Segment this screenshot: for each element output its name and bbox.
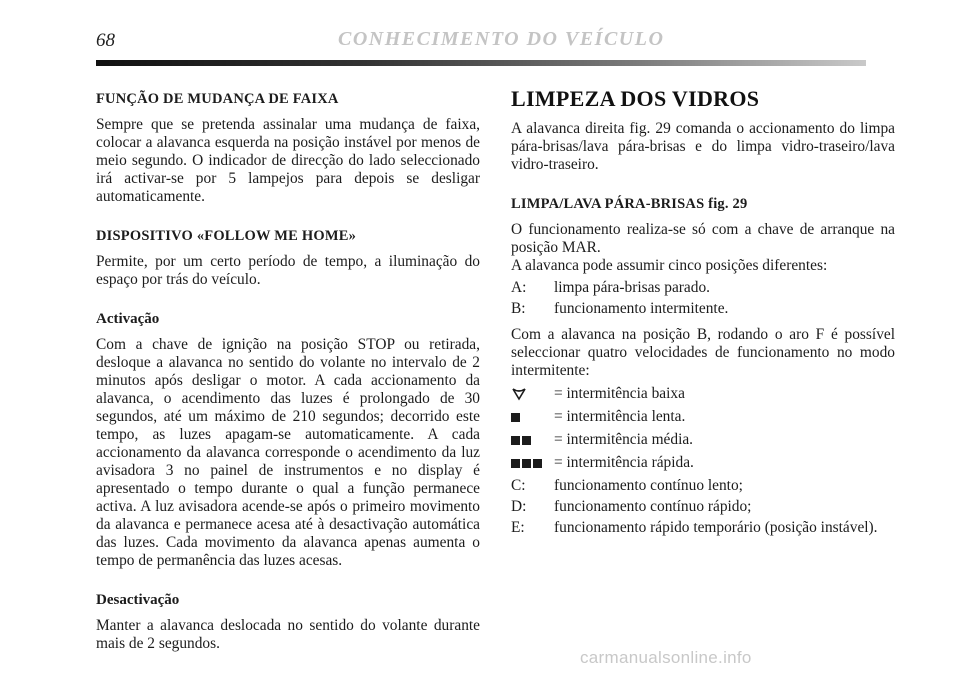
- list-item: [511, 300, 895, 318]
- two-squares-icon: [511, 431, 554, 449]
- paragraph-wiper-positions: A alavanca pode assumir cinco posições diferentes:: [511, 257, 828, 274]
- list-item: [511, 498, 895, 516]
- list-text: funcionamento rápido temporário (posição instável).: [554, 519, 878, 536]
- paragraph-lane-change: Sempre que se pretenda assinalar uma mudança de faixa, colocar a alavanca esquerda na posição instável por menos de meio segundo. O indicador de direcção do lado seleccionado irá activar-se por 5 lampejos para depois se desligar automaticamente.: [96, 116, 480, 205]
- paragraph-intro: A alavanca direita fig. 29 comanda o accionamento do limpa pára-brisas/lava pára-brisas e do limpa vidro-traseiro/lava vidro-traseiro.: [511, 120, 895, 173]
- wiper-symbol-icon: [511, 385, 554, 403]
- paragraph-activation: Com a chave de ignição na posição STOP ou retirada, desloque a alavanca no sentido do volante no intervalo de 2 minutos após desligar o motor. A cada accionamento da alavanca, o acendimento das luzes é prolongado de 30 segundos, até um máximo de 210 segundos; decorrido este tempo, as luzes apagam-se automaticamente. A cada accionamento da alavanca corresponde o acendimento da luz avisadora 3 no painel de instrumentos e no display é apresentado o tempo durante o qual a função permanece activa. A luz avisadora acende-se após o primeiro movimento da alavanca e permanece acesa até à desactivação automática das luzes. Cada movimento da alavanca apenas aumenta o tempo de permanência das luzes acesas.: [96, 336, 480, 569]
- speed-row: [511, 385, 895, 403]
- right-column: [511, 86, 895, 540]
- list-text: funcionamento contínuo rápido;: [554, 498, 752, 515]
- three-squares-icon: [511, 454, 554, 472]
- running-title: CONHECIMENTO DO VEÍCULO: [338, 28, 665, 50]
- heading-follow-me-home: DISPOSITIVO «FOLLOW ME HOME»: [96, 228, 357, 244]
- page-number: 68: [96, 30, 115, 51]
- speed-text: = intermitência rápida.: [554, 454, 694, 471]
- list-item: [511, 279, 895, 297]
- watermark: carmanualsonline.info: [580, 648, 752, 667]
- paragraph-ring: Com a alavanca na posição B, rodando o aro F é possível seleccionar quatro velocidades de funcionamento no modo intermitente:: [511, 326, 895, 379]
- speed-text: = intermitência baixa: [554, 385, 685, 402]
- header-rule: [96, 60, 866, 66]
- speed-row: [511, 408, 895, 426]
- heading-deactivation: Desactivação: [96, 592, 180, 608]
- speed-row: [511, 431, 895, 449]
- one-square-icon: [511, 408, 554, 426]
- paragraph-follow-me-home: Permite, por um certo período de tempo, a iluminação do espaço por trás do veículo.: [96, 253, 480, 288]
- speed-row: [511, 454, 895, 472]
- paragraph-deactivation: Manter a alavanca deslocada no sentido do volante durante mais de 2 segundos.: [96, 617, 480, 652]
- list-key: B:: [511, 300, 526, 317]
- list-text: limpa pára-brisas parado.: [554, 279, 710, 296]
- list-item: [511, 477, 895, 495]
- list-key: E:: [511, 519, 525, 536]
- speed-text: = intermitência lenta.: [554, 408, 686, 425]
- section-title: LIMPEZA DOS VIDROS: [511, 86, 760, 111]
- list-item: [511, 519, 895, 537]
- list-key: C:: [511, 477, 526, 494]
- heading-wiper: LIMPA/LAVA PÁRA-BRISAS fig. 29: [511, 196, 748, 212]
- list-text: funcionamento contínuo lento;: [554, 477, 743, 494]
- speed-text: = intermitência média.: [554, 431, 694, 448]
- list-key: D:: [511, 498, 527, 515]
- heading-activation: Activação: [96, 311, 160, 327]
- list-key: A:: [511, 279, 527, 296]
- heading-lane-change: FUNÇÃO DE MUDANÇA DE FAIXA: [96, 91, 339, 107]
- left-column: [96, 90, 480, 666]
- list-text: funcionamento intermitente.: [554, 300, 729, 317]
- paragraph-wiper-key: O funcionamento realiza-se só com a chave de arranque na posição MAR.: [511, 221, 895, 256]
